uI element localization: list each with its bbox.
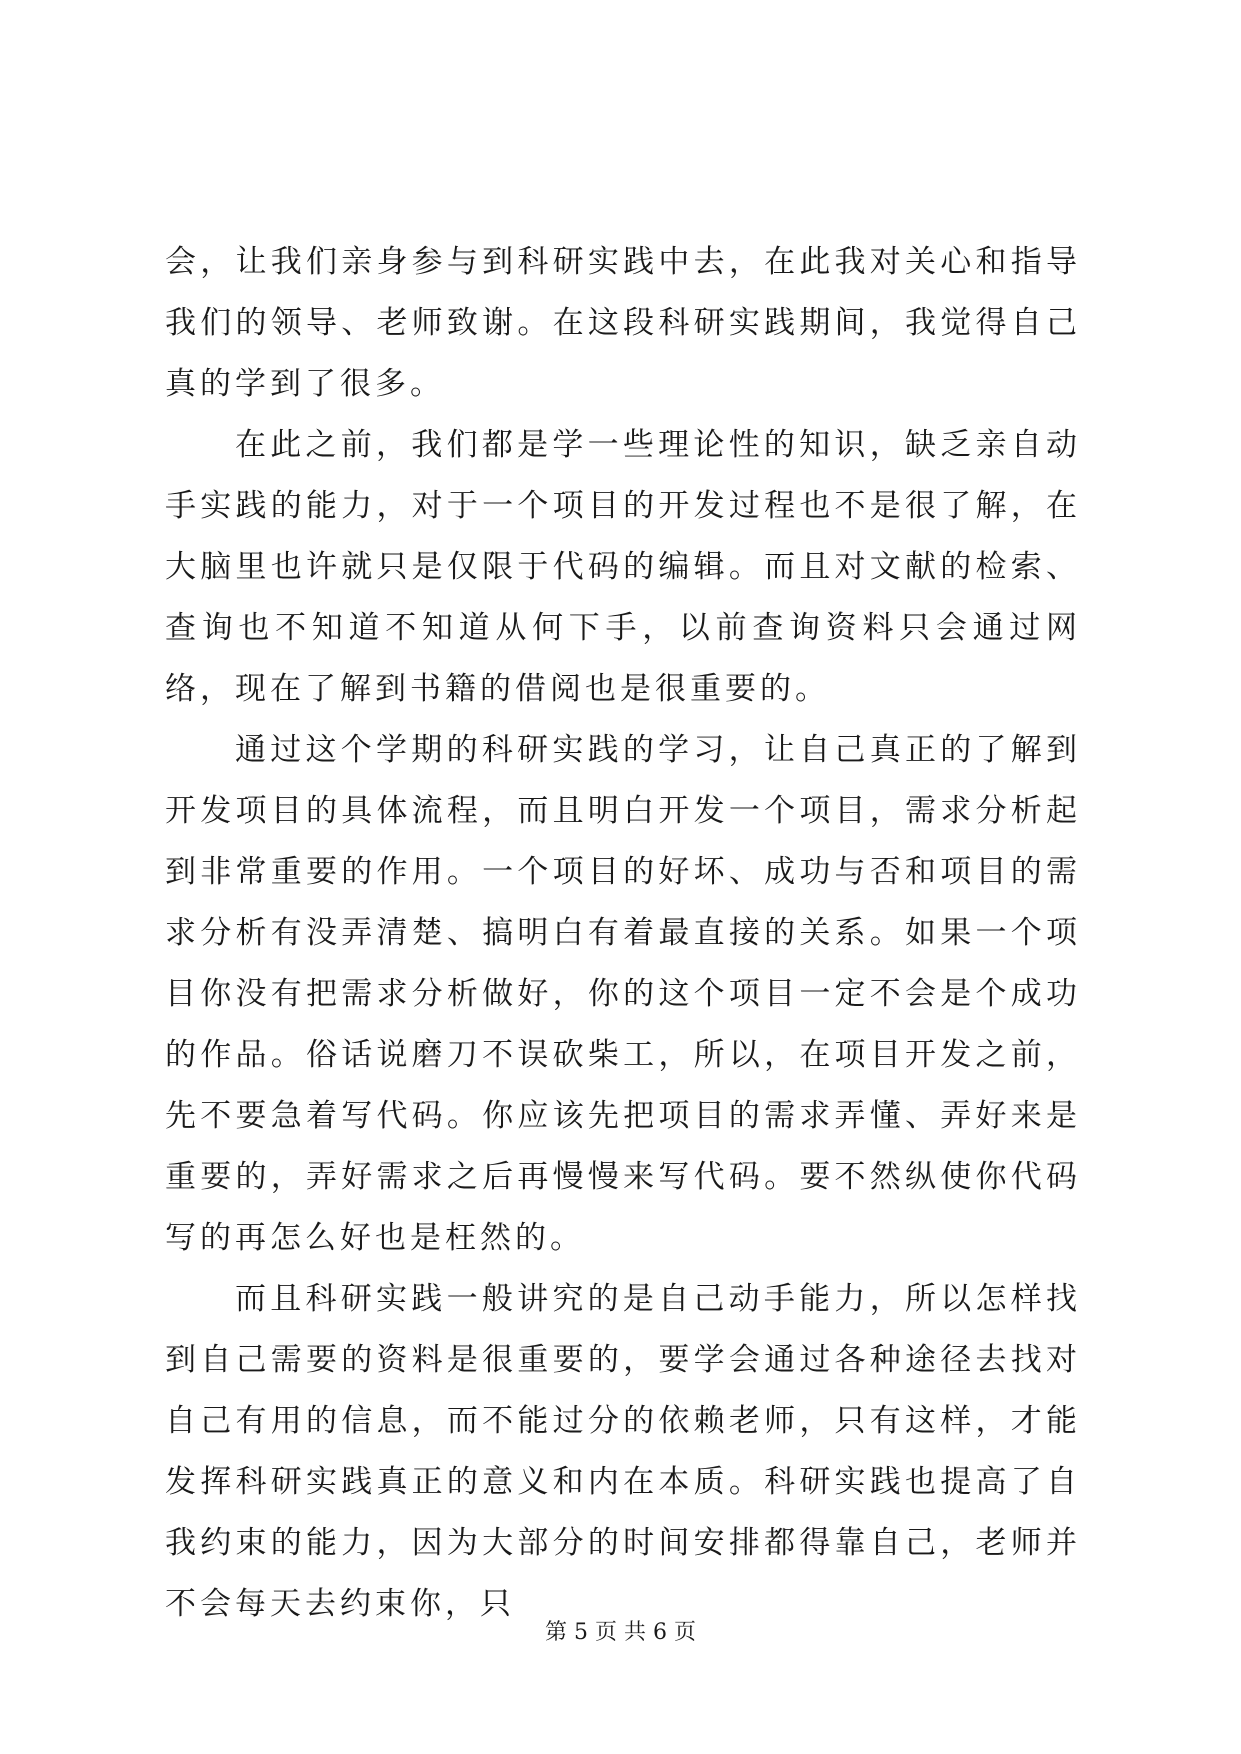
body-text bbox=[165, 232, 1081, 1635]
paragraph-4: 而且科研实践一般讲究的是自己动手能力，所以怎样找到自己需要的资料是很重要的，要学会通过各种途径去找对自己有用的信息，而不能过分的依赖老师，只有这样，才能发挥科研实践真正的意义和内在本质。科研实践也提高了自我约束的能力，因为大部分的时间安排都得靠自己，老师并不会每天去约束你，只 bbox=[165, 1281, 1081, 1622]
page-footer: 第 5 页 共 6 页 bbox=[545, 1620, 696, 1645]
paragraph-1: 会，让我们亲身参与到科研实践中去，在此我对关心和指导我们的领导、老师致谢。在这段科研实践期间，我觉得自己真的学到了很多。 bbox=[165, 244, 1081, 402]
paragraph-2: 在此之前，我们都是学一些理论性的知识，缺乏亲自动手实践的能力，对于一个项目的开发过程也不是很了解，在大脑里也许就只是仅限于代码的编辑。而且对文献的检索、查询也不知道不知道从何下手，以前查询资料只会通过网络，现在了解到书籍的借阅也是很重要的。 bbox=[165, 427, 1081, 707]
paragraph-3: 通过这个学期的科研实践的学习，让自己真正的了解到开发项目的具体流程，而且明白开发一个项目，需求分析起到非常重要的作用。一个项目的好坏、成功与否和项目的需求分析有没弄清楚、搞明白有着最直接的关系。如果一个项目你没有把需求分析做好，你的这个项目一定不会是个成功的作品。俗话说磨刀不误砍柴工，所以，在项目开发之前，先不要急着写代码。你应该先把项目的需求弄懂、弄好来是重要的，弄好需求之后再慢慢来写代码。要不然纵使你代码写的再怎么好也是枉然的。 bbox=[165, 732, 1081, 1256]
